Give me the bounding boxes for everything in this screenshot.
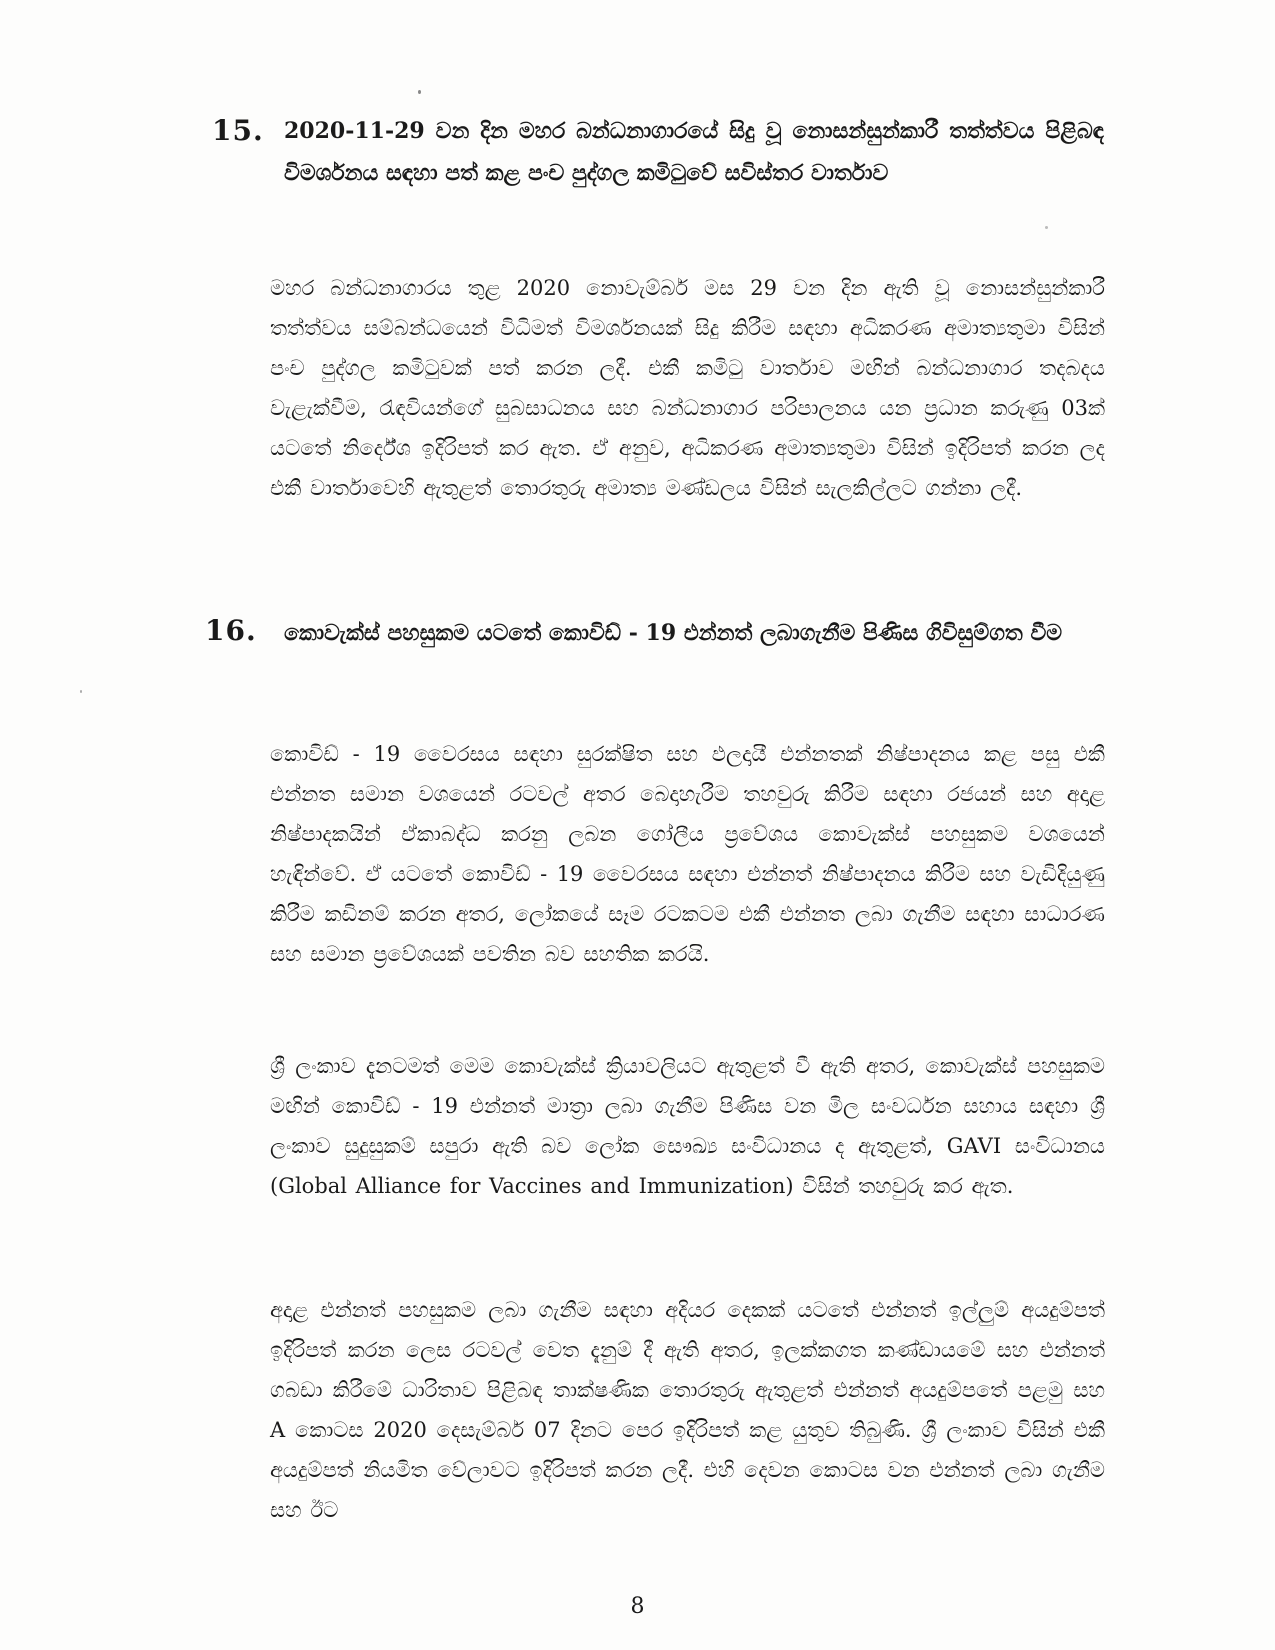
paragraph: අදාළ එන්නත් පහසුකම ලබා ගැනීම සඳහා අදියර දෙකක් යටතේ එන්නත් ඉල්ලුම් අයදුම්පත් ඉදිරිපත් කරන ලෙස රටවල් වෙත දැනුම් දී ඇති අතර, ඉලක්කගත කණ්ඩායමේ සහ එන්නත් ගබඩා කිරීමේ ධාරිතාව පිළිබඳ තාක්ෂණික තොරතුරු ඇතුළත් එන්නත් අයදුම්පතේ පළමු සහ A කොටස 2020 දෙසැම්බර් 07 දිනට පෙර ඉදිරිපත් කළ යුතුව තිබුණි. ශ්‍රී ලංකාව විසින් එකී අයදුම්පත් නියමිත වේලාවට ඉදිරිපත් කරන ලදී. එහි දෙවන කොටස වන එන්නත් ලබා ගැනීම සහ ඊට [270,1298,1105,1522]
paragraph: මහර බන්ධනාගාරය තුළ 2020 නොවැම්බර් මස 29 වන දින ඇති වූ නොසන්සුන්කාරී තත්ත්වය සම්බන්ධයෙන් විධිමත් විමර්ශනයක් සිදු කිරීම සඳහා අධිකරණ අමාත්‍යතුමා විසින් පංච පුද්ගල කමිටුවක් පත් කරන ලදී. එකී කමිටු වාර්තාව මඟින් බන්ධනාගාර තදබදය වැළැක්වීම, රැඳවියන්ගේ සුබසාධනය සහ බන්ධනාගාර පරිපාලනය යන ප්‍රධාන කරුණු 03ක් යටතේ නිර්දේශ ඉදිරිපත් කර ඇත. ඒ අනුව, අධිකරණ අමාත්‍යතුමා විසින් ඉදිරිපත් කරන ලද එකී වාර්තාවෙහි ඇතුළත් තොරතුරු අමාත්‍ය මණ්ඩලය විසින් සැලකිල්ලට ගන්නා ලදී. [270,276,1105,500]
section-number: 15. [212,114,264,147]
section-number: 16. [205,614,257,647]
paragraph: ශ්‍රී ලංකාව දැනටමත් මෙම කොවැක්ස් ක්‍රියාවලියට ඇතුළත් වී ඇති අතර, කොවැක්ස් පහසුකම මඟින් කොවිඩ් - 19 එන්නත් මාත්‍රා ලබා ගැනීම පිණිස වන මිල සංවර්ධන සහාය සඳහා ශ්‍රී ලංකාව සුදුසුකම් සපුරා ඇති බව ලෝක සෞඛ්‍ය සංවිධානය ද ඇතුළත්, GAVI සංවිධානය (Global Alliance for Vaccines and Immunization) විසින් තහවුරු කර ඇත. [270,1054,1105,1198]
scan-speck [1045,226,1048,229]
section-title: කොවැක්ස් පහසුකම යටතේ කොවිඩ් - 19 එන්නත් ලබාගැනීම පිණිස ගිවිසුම්ගත වීම [284,620,1063,646]
page-number: 8 [630,1594,645,1619]
scan-speck [418,90,421,94]
scan-speck [80,690,82,693]
section-title: 2020-11-29 වන දින මහර බන්ධනාගාරයේ සිදු වූ නොසන්සුන්කාරී තත්ත්වය පිළිබඳ විමර්ශනය සඳහා පත් කළ පංච පුද්ගල කමිටුවේ සවිස්තර වාර්තාව [284,118,1104,186]
paragraph: කොවිඩ් - 19 වෛරසය සඳහා සුරක්ෂිත සහ ඵලදායී එන්නතක් නිෂ්පාදනය කළ පසු එකී එන්නත සමාන වශයෙන් රටවල් අතර බෙදාහැරීම තහවුරු කිරීම සඳහා රජයන් සහ අදාළ නිෂ්පාදකයින් ඒකාබද්ධ කරනු ලබන ගෝලීය ප්‍රවේශය කොවැක්ස් පහසුකම වශයෙන් හැඳින්වේ. ඒ යටතේ කොවිඩ් - 19 වෛරසය සඳහා එන්නත් නිෂ්පාදනය කිරීම සහ වැඩිදියුණු කිරීම කඩිනම් කරන අතර, ලෝකයේ සෑම රටකටම එකී එන්නත ලබා ගැනීම සඳහා සාධාරණ සහ සමාන ප්‍රවේශයක් පවතින බව සහතික කරයි. [270,742,1105,966]
